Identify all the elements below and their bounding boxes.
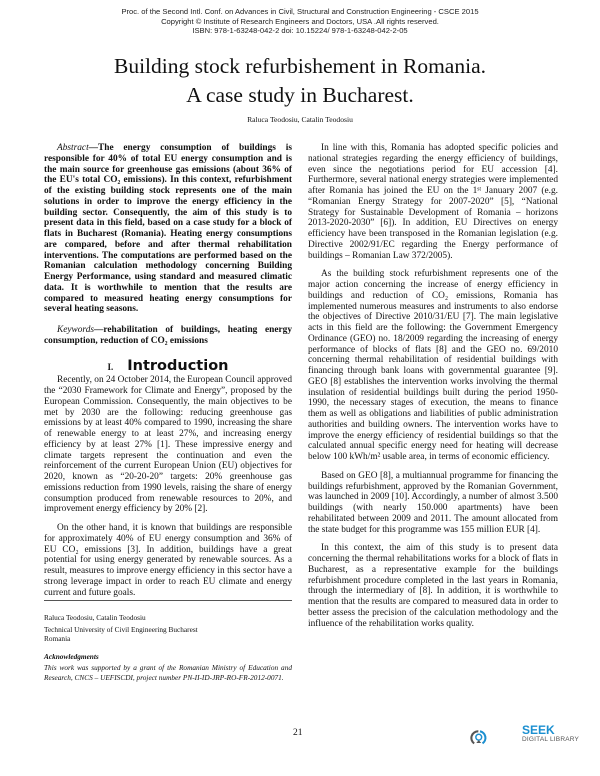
authors: Raluca Teodosiu, Catalin Teodosiu [247, 115, 353, 124]
paragraph: As the building stock refurbishment represents one of the major action concerning the increase of energy efficiency in buildings and reduction of CO₂ emissions, Romania has implemented numerous measures and instruments to also endorse the objectives of Directive 2010/31/EU [7]. The main legislative acts in this field are the following: the Government Emergency Ordinance (GEO) no. 18/2009 regarding the increasing of energy performance of blocks of flats [8] and the GEO no. 69/2010 concerning thermal rehabilitation of residential buildings with financing through bank loans with governmental guarantee [9]. GEO [8] establishes the intervention works involving the thermal insulation of residential buildings built during the period 1950-1990, the necessary stages of execution, the means to finance them as well as obligations and liabilities of public administration authorities and building owners. The intervention works have to improve the energy efficiency of residential buildings so that the calculated annual specific energy need for heating will decrease below 100 kWh/m² usable area, in terms of economic efficiency. [308, 269, 558, 462]
acknowledgments-heading: Acknowledgments [44, 651, 99, 661]
left-column [44, 143, 292, 606]
header-line-2: Copyright © Institute of Research Engineers and Doctors, USA .All rights reserved. [161, 16, 439, 26]
header-line-1: Proc. of the Second Intl. Conf. on Advances in Civil, Structural and Construction Engineering - CSCE 2015 [121, 7, 479, 16]
paper-title [0, 52, 600, 110]
abstract-text: —The energy consumption of buildings is responsible for 40% of total EU energy consumption and is the main source for greenhouse gas emissions (about 36% of the EU's total CO₂ emissions). In this context, refurbishment of the existing building stock represents one of the main solutions in order to improve the energy efficiency in the building sector. Consequently, the aim of this study is to present data in this field, based on a case study for a block of flats in Bucharest (Romania). Heating energy consumptions are compared, before and after thermal rehabilitation interventions. The computations are performed based on the Romanian calculation methodology concerning Building Energy Performance, using standard and measured climatic data. It is worthwhile to mention that the results are compared to measured heating energy consumptions for several heating seasons. [44, 143, 292, 315]
abstract-label: Abstract [57, 143, 89, 153]
paragraph: In line with this, Romania has adopted specific policies and national strategies regarding the energy efficiency of buildings, even since the negotiations period for EU accession [4]. Furthermore, several national energy strategies were implemented after Romania has joined the EU on the 1ˢᵗ January 2007 (e.g. “Romanian Energy Strategy for 2007-2020” [5], “National Strategy for Sustainable Development of Romania – horizons 2013-2020-2030” [6]). In addition, EU Directives on energy efficiency have been transposed in the Romanian legislation (e.g. Directive 2002/91/EC regarding the Energy performance of buildings – Romanian Law 372/2005). [308, 143, 558, 261]
footnote [44, 613, 292, 684]
footnote-authors: Raluca Teodosiu, Catalin Teodosiu [44, 613, 146, 622]
logo-subtitle: DIGITAL LIBRARY [522, 736, 580, 743]
title-line-1: Building stock refurbishement in Romania. [113, 54, 486, 78]
keywords [44, 325, 292, 347]
paragraph: Recently, on 24 October 2014, the European Council approved the “2030 Framework for Climate and Energy”, proposed by the European Commission. Consequently, the main objectives to be met by 2030 are the following: reducing greenhouse gas emissions by at least 40% compared to 1990, increasing the share of renewable energy to at least 27%, and increasing energy efficiency by at least 27% [1]. These impressive energy and climate targets represent the continuation and even the reinforcement of the current European Union (EU) objectives for 2020, known as “20-20-20” targets: 20% greenhouse gas emissions reduction from 1990 levels, raising the share of energy consumption produced from renewable resources to 20%, and improvement energy efficiency by 20% [2]. [44, 375, 292, 515]
footnote-divider [44, 600, 292, 601]
right-column [308, 143, 558, 637]
page-number: 21 [293, 728, 303, 738]
section-number: I. [107, 361, 114, 372]
paragraph: On the other hand, it is known that buildings are responsible for approximately 40% of EU energy consumption and 36% of EU CO₂ emissions [3]. In addition, buildings have a great potential for using energy generated by renewable sources. As a result, measures to improve energy efficiency in this sector have a strong leverage impact in order to reach EU climate and energy current and future goals. [44, 523, 292, 598]
section-heading [44, 357, 292, 374]
abstract [44, 143, 292, 315]
seek-logo [522, 724, 579, 743]
section-title: Introduction [127, 357, 229, 374]
keywords-text: —rehabilitation of buildings, heating energy consumption, reduction of CO₂ emissions [44, 325, 292, 346]
logo-name: SEEK [522, 723, 555, 737]
paragraph: In this context, the aim of this study is to present data concerning the thermal rehabilitations works for a block of flats in Bucharest, as a representative example for the buildings refurbishment procedure completed in the last years in Romania, through the intermediary of [8]. In addition, it is worthwhile to mention that the results are compared to measured data in order to better assess the precision of the calculation methodology and the influence of the rehabilitation works quality. [308, 543, 558, 629]
footnote-affiliation: Technical University of Civil Engineering Bucharest [44, 624, 198, 634]
footnote-country: Romania [44, 634, 71, 643]
paragraph: Based on GEO [8], a multiannual programme for financing the buildings refurbishment, approved by the Romanian Government, was launched in 2009 [10]. Accordingly, a number of almost 3.500 buildings (with nearly 150.000 apartments) have been rehabilitated between 2009 and 2011. The amount allocated from the state budget for this programme was 155 million EUR [4]. [308, 470, 558, 535]
seek-logo-icon [470, 718, 520, 758]
acknowledgments-text: This work was supported by a grant of the Romanian Ministry of Education and Research, CNCS – UEFISCDI, project number PN-II-ID-JRP-RO-FR-2012-0071. [44, 663, 292, 682]
conference-header [0, 7, 600, 36]
keywords-label: Keywords [57, 325, 95, 335]
title-line-2: A case study in Bucharest. [186, 83, 414, 107]
header-line-3: ISBN: 978-1-63248-042-2 doi: 10.15224/ 978-1-63248-042-2-05 [192, 26, 408, 36]
